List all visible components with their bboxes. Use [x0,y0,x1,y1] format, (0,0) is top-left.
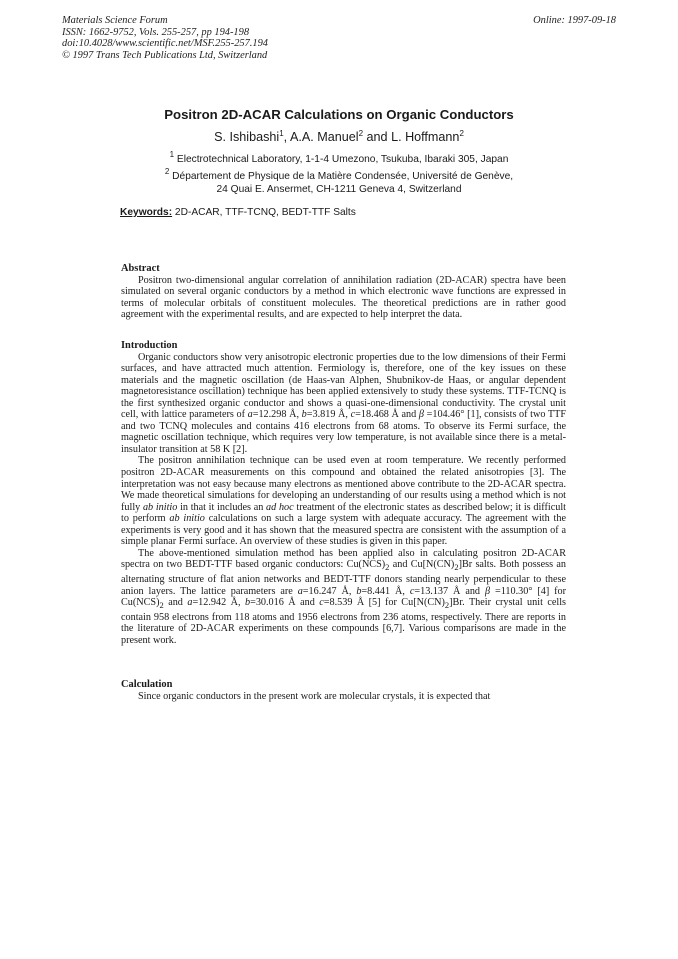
author-list [0,130,678,144]
author-separator: , [283,130,290,144]
affiliation-mark: 1 [169,150,175,159]
affiliation-text: 24 Quai E. Ansermet, CH-1211 Geneva 4, Switzerland [216,183,462,195]
copyright-line: © 1997 Trans Tech Publications Ltd, Switzerland [62,49,268,61]
paper-title: Positron 2D-ACAR Calculations on Organic Conductors [164,107,514,122]
author-separator: and [363,130,392,144]
author-hoffmann: L. Hoffmann [391,130,460,144]
affiliation-1 [0,150,678,167]
calculation-heading: Calculation [121,679,173,690]
affiliation-text: Electrotechnical Laboratory, 1-1-4 Umezono, Tsukuba, Ibaraki 305, Japan [174,154,509,165]
keywords-text: 2D-ACAR, TTF-TCNQ, BEDT-TTF Salts [172,207,356,218]
keywords-label: Keywords: [120,207,173,218]
author-affil-mark: 2 [459,129,464,138]
author-manuel: A.A. Manuel [289,130,359,144]
introduction-heading: Introduction [121,340,178,351]
journal-name: Materials Science Forum [62,15,168,26]
online-date: Online: 1997-09-18 [533,15,616,26]
abstract-heading: Abstract [121,263,160,274]
calculation-section [121,679,566,702]
abstract-text: Positron two-dimensional angular correlation of annihilation radiation (2D-ACAR) spectra have been simulated on several organic conductors by a method in which electronic wave functions are expressed in terms of molecular orbitals of constituent molecules. The theoretical predictions are in rather good agreement with the experimental results, and are expected to help interpret the data. [121,274,566,321]
issn-line: ISSN: 1662-9752, Vols. 255-257, pp 194-198 [62,26,250,38]
doi-line[interactable]: doi:10.4028/www.scientific.net/MSF.255-257.194 [62,38,268,50]
intro-paragraph-2: The positron annihilation technique can be used even at room temperature. We recently performed positron 2D-ACAR measurements on this compound and obtained the related anisotropies [3]. The interpretation was not easy because many electrons as mentioned above contribute to the 2D-ACAR spectra. We made theoretical simulations for developing an understanding of our results using a method which is not fully ab initio in that it includes an ad hoc treatment of the electronic states as described below; it is difficult to perform ab initio calculations on such a large system with adequate accuracy. The agreement with the experiments is very good and it has shown that the measured spectra are consistent with the assumption of a simple planar Fermi surface. An overview of these studies is given in this paper. [121,455,566,548]
abstract-section [121,263,566,321]
introduction-section [121,340,566,646]
intro-paragraph-1: Organic conductors show very anisotropic electronic properties due to the low dimensions of their Fermi surfaces, and have attracted much attention. Fermiology is, therefore, one of the key issues on these materials and the magnetic oscillation (de Haas-van Alphen, Shubnikov-de Haas, or angular dependent magnetoresistance oscillation) technique has been applied extensively to study these systems. TTF-TCNQ is the first synthesized organic conductor and shows a quasi-one-dimensional conductivity. The crystal unit cell, with lattice parameters of a=12.298 Å, b=3.819 Å, c=18.468 Å and β =104.46° [1], consists of two TTF and two TCNQ molecules and contains 416 electrons from 68 atoms. To observe its Fermi surface, the magnetic oscillation technique, which requires very low temperature, is not available since there is a metal-insulator transition at 58 K [2]. [121,351,567,455]
journal-header [62,15,268,61]
keywords-line [120,207,356,218]
intro-paragraph-3: The above-mentioned simulation method has been applied also in calculating positron 2D-ACAR spectra on two BEDT-TTF based organic conductors: $Cu(NCS)_2$ and $Cu[N(CN)_2]Br$ salts. Both possess an alternating structure of flat anion networks and BEDT-TTF donors standing nearly perpendicular to these anion layers. The lattice parameters are a=16.247 Å, b=8.441 Å, c=13.137 Å and β =110.30° [4] for $Cu(NCS)_2$ and a=12.942 Å, b=30.016 Å and c=8.539 Å [5] for $Cu[N(CN)_2]Br$. Their crystal unit cells contain 958 electrons from 118 atoms and 1956 electrons from 236 atoms, respectively. There are reports in the literature of 2D-ACAR experiments on these compounds [6,7]. Various comparisons are made in the present work. [121,547,567,646]
author-affil-mark: 1 [279,129,284,138]
affiliation-mark: 2 [164,167,170,176]
calculation-text: Since organic conductors in the present work are molecular crystals, it is expected that [138,690,491,702]
author-affil-mark: 2 [358,129,364,138]
affiliation-2 [0,167,678,196]
author-ishibashi: S. Ishibashi [214,130,280,144]
affiliation-text: Département de Physique de la Matière Condensée, Université de Genève, [169,171,514,182]
